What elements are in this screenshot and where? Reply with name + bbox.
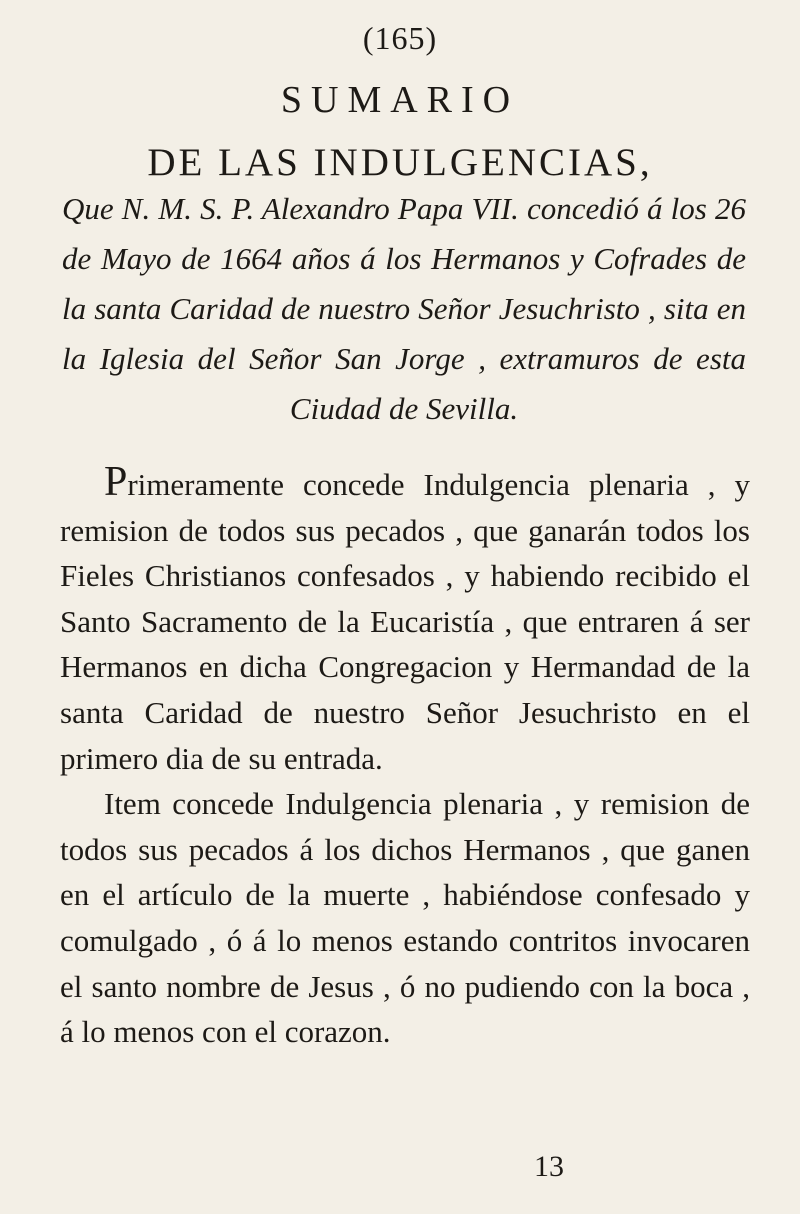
paragraph-1-text: rimeramente concede Indulgencia plenaria , y remision de todos sus pecados , que ganarán todos los Fieles Christianos confesados , y habiendo recibido el Santo Sacramento de la Eucaristía , que entraren á ser Hermanos en dicha Congregacion y Hermandad de la santa Caridad de nuestro Señor Jesuchristo en el primero dia de su entrada. [60, 467, 750, 776]
page-subtitle: DE LAS INDULGENCIAS, [147, 141, 653, 184]
catchword: 13 [534, 1150, 564, 1183]
paragraph-2: Item concede Indulgencia plenaria , y remision de todos sus pecados á los dichos Hermanos , que ganen en el artículo de la muerte , habiéndose confesado y comulgado , ó á lo menos estando contritos invocaren el santo nombre de Jesus , ó no pudiendo con la boca , á lo menos con el corazon. [60, 786, 750, 1050]
page-number: (165) [362, 20, 438, 56]
italic-heading: Que N. M. S. P. Alexandro Papa VII. concedió á los 26 de Mayo de 1664 años á los Hermanos y Cofrades de la santa Caridad de nuestro Señor Jesuchristo , sita en la Iglesia del Señor San Jorge , extramuros de esta Ciudad de Sevilla. [62, 191, 746, 426]
initial-letter: P [104, 459, 128, 505]
page-title: SUMARIO [280, 79, 520, 121]
body-text [60, 459, 750, 1055]
paragraph-1 [60, 459, 750, 781]
